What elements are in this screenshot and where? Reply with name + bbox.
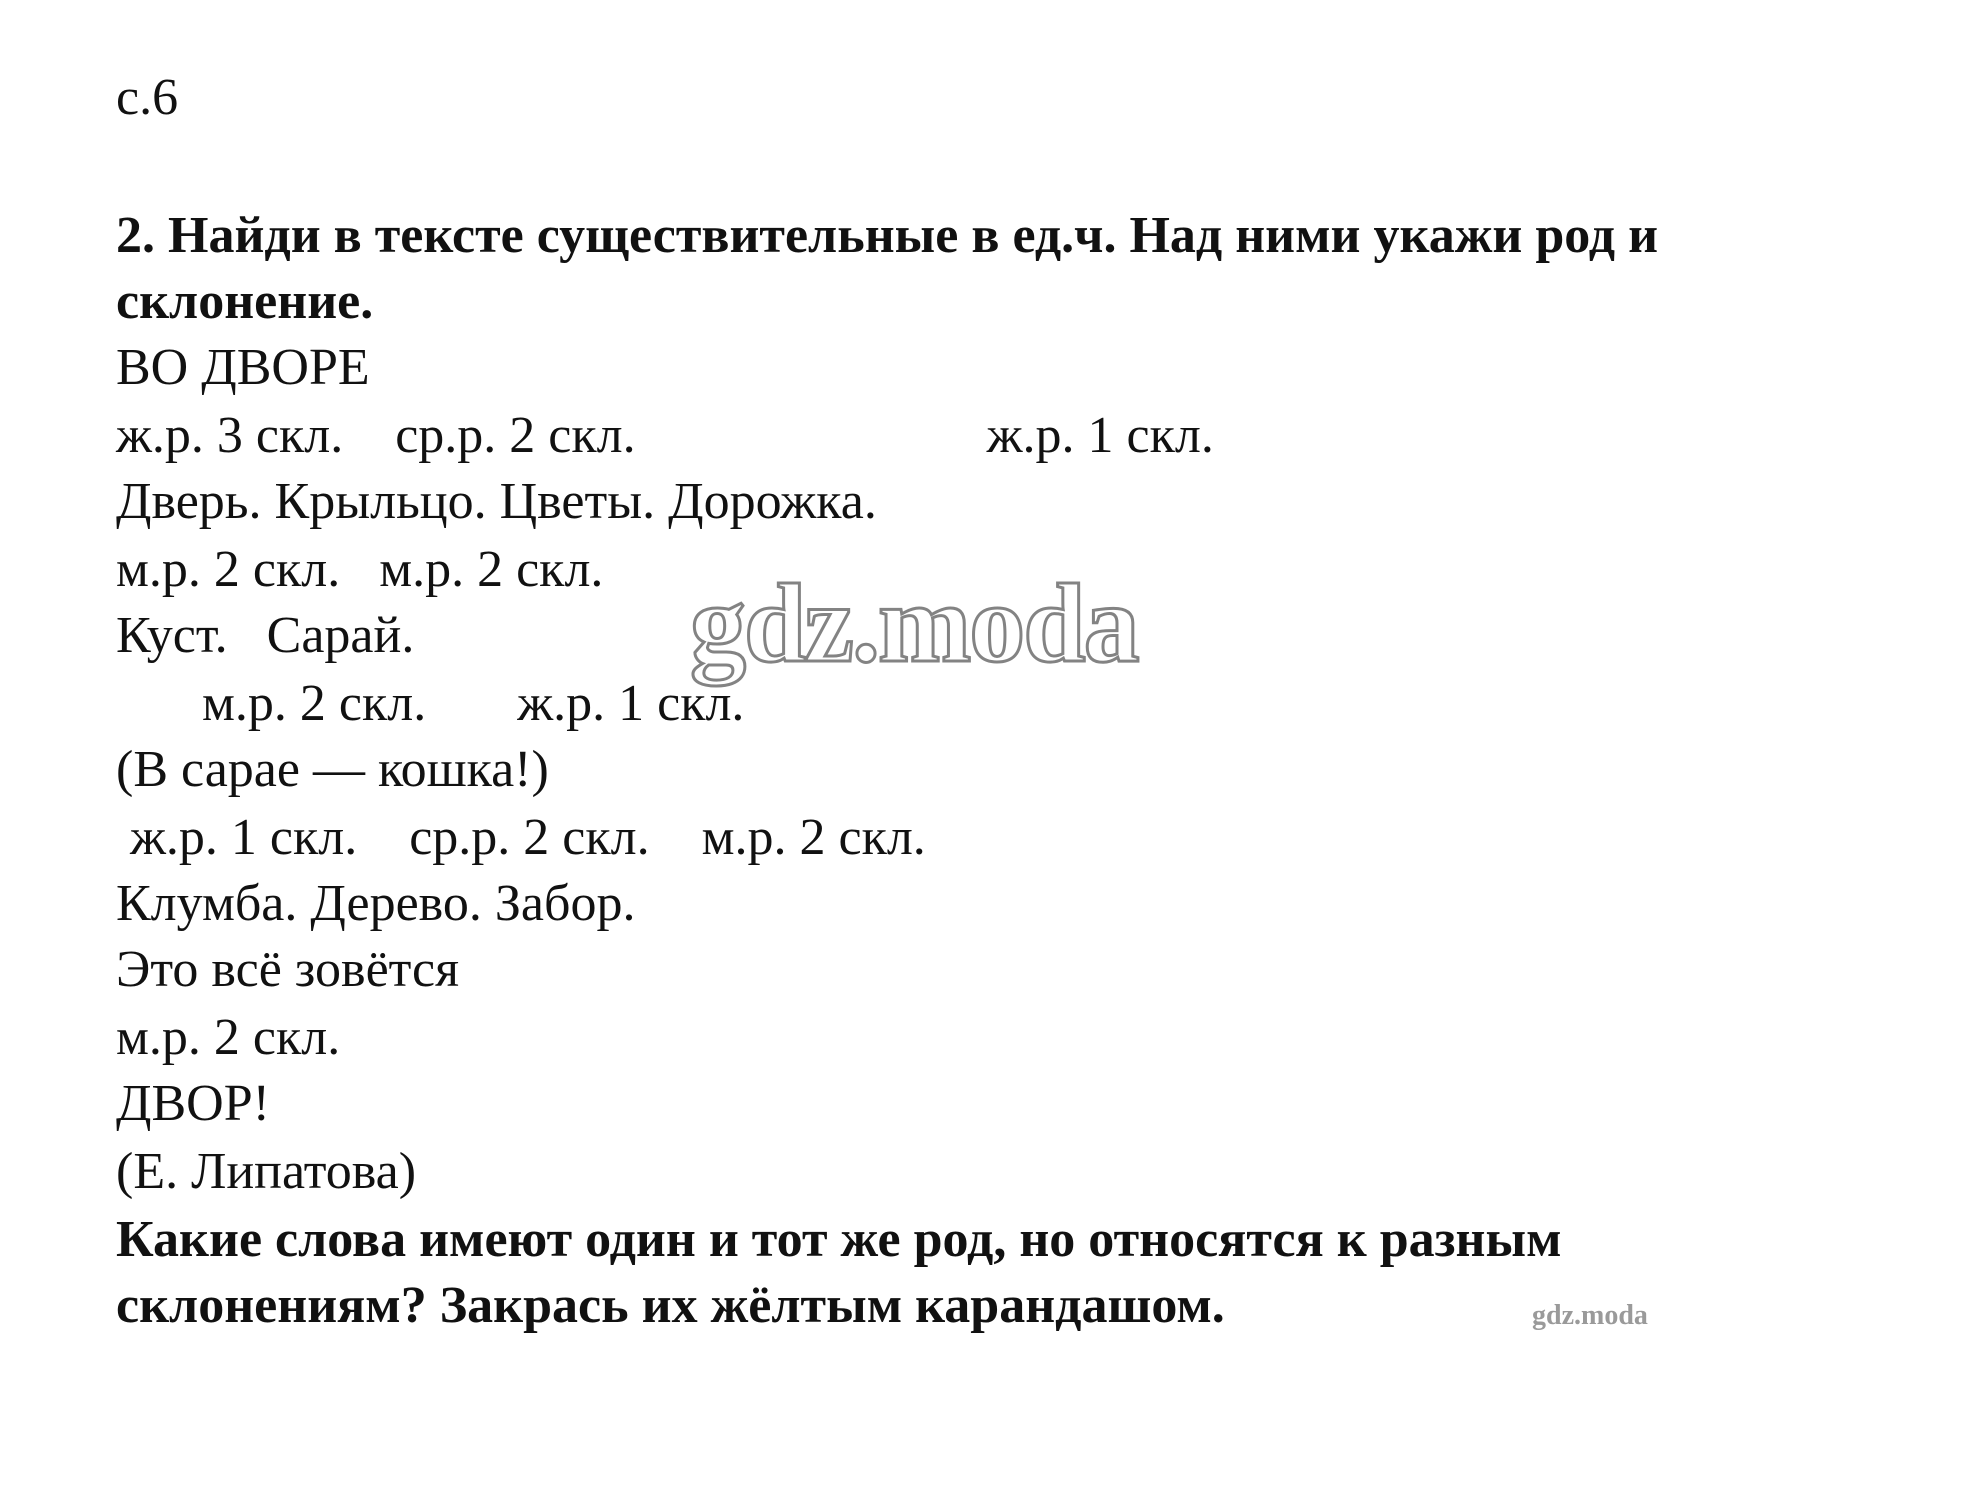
annotation-line-3: м.р. 2 скл. ж.р. 1 скл. <box>202 675 745 732</box>
poem-title: ВО ДВОРЕ <box>116 339 370 396</box>
watermark-logo-small: gdz.moda <box>1532 1300 1648 1331</box>
task-heading-line-1: 2. Найди в тексте существительные в ед.ч. Над ними укажи род и <box>116 207 1659 264</box>
task-heading-line-2: склонение. <box>116 273 374 330</box>
question-line-2: склонениям? Закрась их жёлтым карандашом. <box>116 1277 1225 1334</box>
poem-line-3: (В сарае — кошка!) <box>116 741 549 798</box>
poem-line-2: Куст. Сарай. <box>116 607 415 664</box>
annotation-line-4: ж.р. 1 скл. ср.р. 2 скл. м.р. 2 скл. <box>130 809 926 866</box>
page-number: с.6 <box>116 69 179 126</box>
poem-author: (Е. Липатова) <box>116 1143 417 1200</box>
annotation-line-1: ж.р. 3 скл. ср.р. 2 скл. ж.р. 1 скл. <box>116 407 1214 464</box>
question-line-1: Какие слова имеют один и тот же род, но относятся к разным <box>116 1211 1562 1268</box>
poem-line-5: Это всё зовётся <box>116 941 460 998</box>
annotation-line-2: м.р. 2 скл. м.р. 2 скл. <box>116 541 604 598</box>
poem-line-1: Дверь. Крыльцо. Цветы. Дорожка. <box>116 473 877 530</box>
poem-line-6: ДВОР! <box>116 1075 270 1132</box>
annotation-line-6: м.р. 2 скл. <box>116 1009 341 1066</box>
watermark-logo-large: gdz.moda <box>690 562 1138 686</box>
poem-line-4: Клумба. Дерево. Забор. <box>116 875 636 932</box>
